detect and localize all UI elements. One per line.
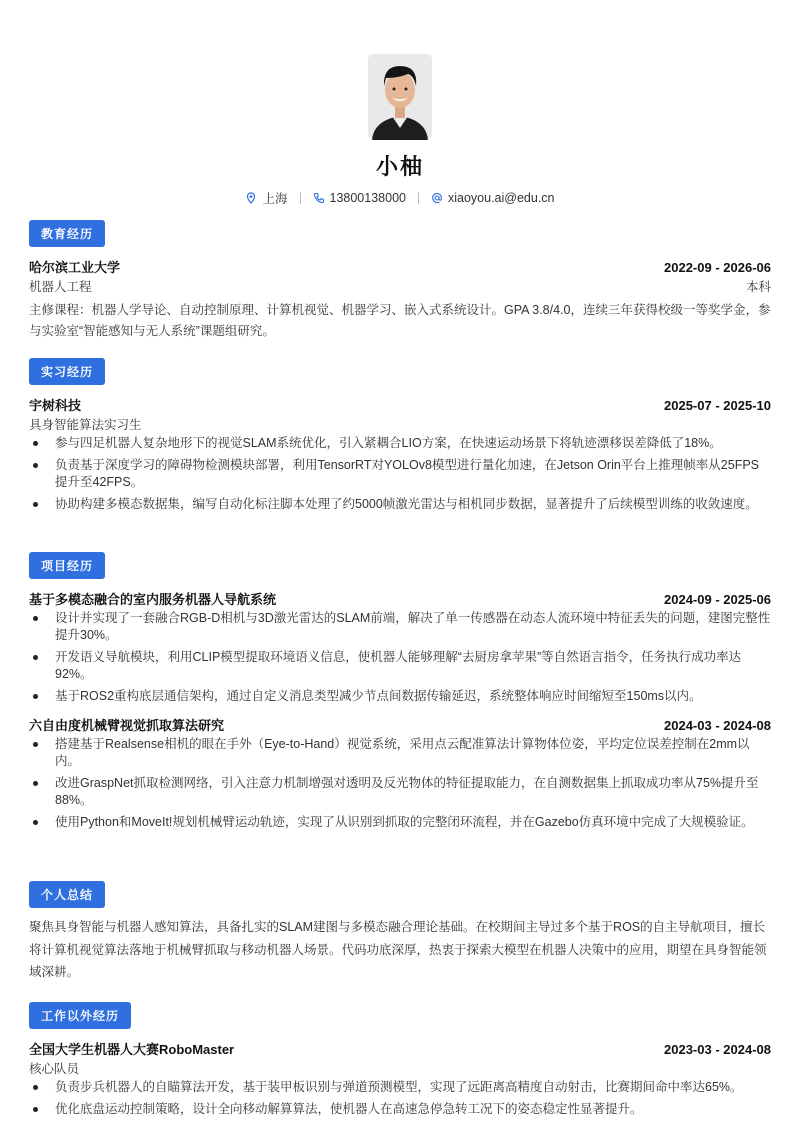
project-name: 六自由度机械臂视觉抓取算法研究 <box>29 718 225 733</box>
list-item: 参与四足机器人复杂地形下的视觉SLAM系统优化，引入紧耦合LIO方案，在快速运动场景下将轨迹漂移误差降低了18%。 <box>29 435 771 452</box>
extra-date: 2023-03 - 2024-08 <box>664 1042 771 1057</box>
project-date: 2024-09 - 2025-06 <box>664 592 771 607</box>
phone-text: 13800138000 <box>329 191 406 205</box>
company-name: 宇树科技 <box>29 398 82 413</box>
list-item: 改进GraspNet抓取检测网络，引入注意力机制增强对透明及反光物体的特征提取能力，在自测数据集上抓取成功率从75%提升至88%。 <box>29 775 771 809</box>
school-name: 哈尔滨工业大学 <box>29 260 121 275</box>
extra-role: 核心队员 <box>29 1062 80 1076</box>
list-item: 开发语义导航模块，利用CLIP模型提取环境语义信息，使机器人能够理解“去厨房拿苹果”等自然语言指令，任务执行成功率达92%。 <box>29 649 771 683</box>
location-contact <box>245 189 287 207</box>
internship-entry <box>29 395 771 513</box>
list-item: 基于ROS2重构底层通信架构，通过自定义消息类型减少节点间数据传输延迟，系统整体响应时间缩短至150ms以内。 <box>29 688 771 705</box>
list-item: 负责基于深度学习的障碍物检测模块部署，利用TensorRT对YOLOv8模型进行量化加速，在Jetson Orin平台上推理帧率从25FPS提升至42FPS。 <box>29 457 771 491</box>
education-section <box>29 220 771 342</box>
resume-page <box>29 0 771 1116</box>
summary-section <box>29 881 771 984</box>
education-entry <box>29 257 771 342</box>
list-item: 搭建基于Realsense相机的眼在手外（Eye-to-Hand）视觉系统，采用点云配准算法计算物体位姿，平均定位误差控制在2mm以内。 <box>29 736 771 770</box>
list-item: 协助构建多模态数据集，编写自动化标注脚本处理了约5000帧激光雷达与相机同步数据，显著提升了后续模型训练的收敛速度。 <box>29 496 771 513</box>
extra-entry <box>29 1039 771 1118</box>
internship-section <box>29 358 771 518</box>
profile-photo <box>368 54 432 140</box>
contact-info <box>29 189 771 207</box>
education-date: 2022-09 - 2026-06 <box>664 260 771 275</box>
extra-heading: 工作以外经历 <box>29 1002 131 1029</box>
internship-date: 2025-07 - 2025-10 <box>664 398 771 413</box>
internship-bullets <box>29 435 771 513</box>
contact-divider <box>300 192 301 204</box>
project-name: 基于多模态融合的室内服务机器人导航系统 <box>29 592 277 607</box>
project-date: 2024-03 - 2024-08 <box>664 718 771 733</box>
email-text: xiaoyou.ai@edu.cn <box>447 191 555 205</box>
resume-header <box>29 54 771 207</box>
degree: 本科 <box>745 280 771 294</box>
project-bullets <box>29 736 771 831</box>
internship-heading: 实习经历 <box>29 358 105 385</box>
project-entry <box>29 589 771 705</box>
extra-bullets <box>29 1079 771 1118</box>
education-description: 主修课程：机器人学导论、自动控制原理、计算机视觉、机器学习、嵌入式系统设计。GPA 3.8/4.0，连续三年获得校级一等奖学金，参与实验室“智能感知与无人系统”课题组研究。 <box>29 303 771 338</box>
project-bullets <box>29 610 771 705</box>
education-heading: 教育经历 <box>29 220 105 247</box>
extra-section <box>29 1002 771 1123</box>
list-item: 使用Python和MoveIt!规划机械臂运动轨迹，实现了从识别到抓取的完整闭环流程，并在Gazebo仿真环境中完成了大规模验证。 <box>29 814 771 831</box>
competition-name: 全国大学生机器人大赛RoboMaster <box>29 1042 235 1057</box>
phone-contact <box>313 191 406 205</box>
at-sign-icon <box>431 192 443 204</box>
list-item: 设计并实现了一套融合RGB-D相机与3D激光雷达的SLAM前端，解决了单一传感器在动态人流环境中特征丢失的问题，建图完整性提升30%。 <box>29 610 771 644</box>
project-entry <box>29 715 771 831</box>
internship-role: 具身智能算法实习生 <box>29 418 142 432</box>
contact-divider <box>418 192 419 204</box>
candidate-name: 小柚 <box>375 154 424 179</box>
summary-heading: 个人总结 <box>29 881 105 908</box>
projects-heading: 项目经历 <box>29 552 105 579</box>
list-item: 优化底盘运动控制策略，设计全向移动解算算法，使机器人在高速急停急转工况下的姿态稳定性显著提升。 <box>29 1101 771 1118</box>
location-pin-icon <box>245 192 257 204</box>
summary-text: 聚焦具身智能与机器人感知算法，具备扎实的SLAM建图与多模态融合理论基础。在校期间主导过多个基于ROS的自主导航项目，擅长将计算机视觉算法落地于机械臂抓取与移动机器人场景。代码功底深厚，热衷于探索大模型在机器人决策中的应用，期望在具身智能领域深耕。 <box>29 920 767 979</box>
location-text: 上海 <box>262 192 288 206</box>
email-contact[interactable] <box>431 191 555 205</box>
major: 机器人工程 <box>29 280 92 294</box>
phone-icon <box>313 192 325 204</box>
projects-section <box>29 552 771 836</box>
list-item: 负责步兵机器人的自瞄算法开发，基于装甲板识别与弹道预测模型，实现了远距离高精度自动射击，比赛期间命中率达65%。 <box>29 1079 771 1096</box>
